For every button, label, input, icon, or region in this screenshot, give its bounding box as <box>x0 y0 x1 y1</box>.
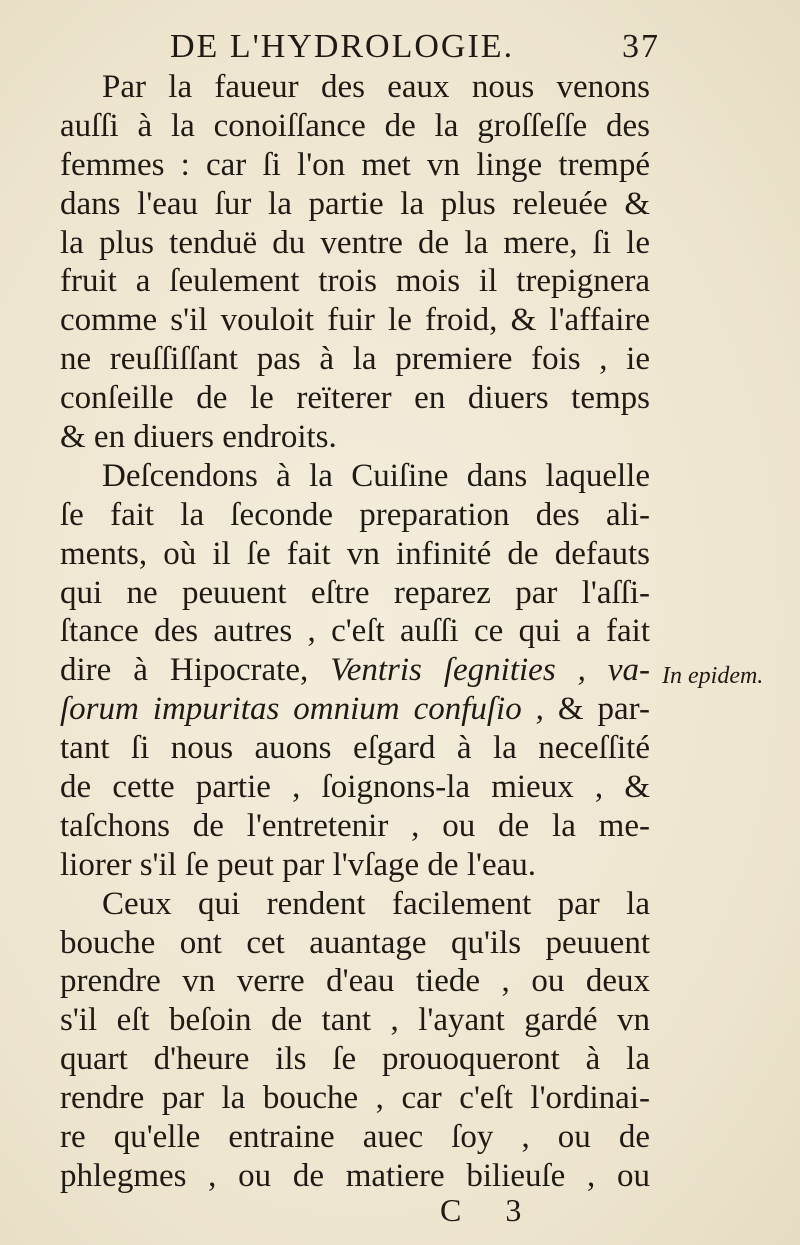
text-line: tant ſi nous auons eſgard à la neceſſité <box>60 730 650 767</box>
text-line: de cette partie , ſoignons-la mieux , & <box>60 769 650 806</box>
latin-quote: ſorum impuritas omnium confuſio , <box>60 691 544 728</box>
text-line <box>60 651 650 690</box>
text-line: comme s'il vouloit fuir le froid, & l'affaire <box>60 302 650 339</box>
text-line: liorer s'il ſe peut par l'vſage de l'eau. <box>60 846 536 883</box>
text-line <box>60 690 650 729</box>
page-number: 37 <box>622 28 660 65</box>
text-line: rendre par la bouche , car c'eſt l'ordinai- <box>60 1080 650 1117</box>
text-line: bouche ont cet auantage qu'ils peuuent <box>60 924 650 961</box>
text-line: re qu'elle entraine auec ſoy , ou de <box>60 1119 650 1156</box>
text-line: Deſcendons à la Cuiſine dans laquelle <box>102 457 650 494</box>
text-line: quart d'heure ils ſe prouoqueront à la <box>60 1041 650 1078</box>
running-title: DE L'HYDROLOGIE. <box>170 28 515 65</box>
text-line: taſchons de l'entretenir , ou de la me- <box>60 807 650 844</box>
text-run: dire à Hipocrate, <box>60 652 309 689</box>
text-line: ſe fait la ſeconde preparation des ali- <box>60 496 650 533</box>
text-line: fruit a ſeulement trois mois il trepignera <box>60 263 650 300</box>
text-line: Ceux qui rendent facilement par la <box>102 885 650 922</box>
margin-note: In epidem. <box>662 663 764 689</box>
text-line: la plus tenduë du ventre de la mere, ſi le <box>60 224 650 261</box>
text-line: femmes : car ſi l'on met vn linge trempé <box>60 146 650 183</box>
text-line: ſtance des autres , c'eſt auſſi ce qui a fait <box>60 613 650 650</box>
text-line: ne reuſſiſſant pas à la premiere fois , ie <box>60 341 650 378</box>
text-line: s'il eſt beſoin de tant , l'ayant gardé vn <box>60 1002 650 1039</box>
running-header <box>170 28 660 72</box>
text-line: phlegmes , ou de matiere bilieuſe , ou <box>60 1157 650 1194</box>
text-line: conſeille de le reïterer en diuers temps <box>60 380 650 417</box>
text-line: prendre vn verre d'eau tiede , ou deux <box>60 963 650 1000</box>
text-line: Par la faueur des eaux nous venons <box>102 69 650 105</box>
body-text <box>60 68 650 1196</box>
latin-quote: Ventris ſegnities , va- <box>330 652 650 689</box>
text-line: qui ne peuuent eſtre reparez par l'aſſi- <box>60 574 650 611</box>
text-line: & en diuers endroits. <box>60 419 337 456</box>
text-line: auſſi à la conoiſſance de la groſſeſſe des <box>60 107 650 144</box>
text-line: ments, où il ſe fait vn infinité de defauts <box>60 535 650 572</box>
text-line: dans l'eau ſur la partie la plus releuée & <box>60 185 650 222</box>
text-run: & par- <box>557 691 650 728</box>
signature-mark: C 3 <box>440 1192 540 1228</box>
